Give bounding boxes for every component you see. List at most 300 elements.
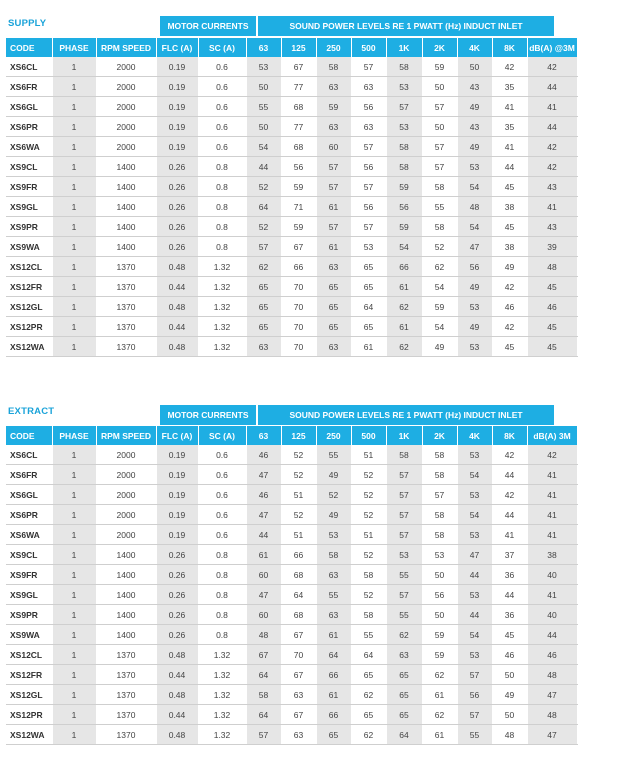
- cell-sc: 0.8: [198, 605, 246, 625]
- cell-125hz: 70: [281, 337, 316, 357]
- cell-rpm-speed: 2000: [96, 117, 156, 137]
- cell-125hz: 56: [281, 157, 316, 177]
- model-code: XS12WA: [6, 725, 52, 745]
- cell-flc: 0.48: [156, 685, 198, 705]
- cell-1khz: 65: [386, 665, 422, 685]
- cell-500hz: 57: [351, 57, 386, 77]
- cell-dba: 43: [527, 217, 577, 237]
- cell-2khz: 59: [422, 297, 457, 317]
- cell-4khz: 53: [457, 445, 492, 465]
- cell-flc: 0.26: [156, 177, 198, 197]
- cell-8khz: 45: [492, 337, 527, 357]
- cell-rpm-speed: 1400: [96, 177, 156, 197]
- cell-2khz: 61: [422, 725, 457, 745]
- cell-flc: 0.48: [156, 645, 198, 665]
- cell-rpm-speed: 1400: [96, 605, 156, 625]
- cell-sc: 0.8: [198, 177, 246, 197]
- cell-125hz: 67: [281, 625, 316, 645]
- cell-rpm-speed: 2000: [96, 445, 156, 465]
- cell-rpm-speed: 1370: [96, 317, 156, 337]
- model-code: XS6PR: [6, 117, 52, 137]
- cell-phase: 1: [52, 725, 96, 745]
- cell-flc: 0.48: [156, 337, 198, 357]
- cell-4khz: 54: [457, 625, 492, 645]
- extract-table: [6, 426, 578, 745]
- cell-dba: 42: [527, 157, 577, 177]
- cell-63hz: 47: [246, 465, 281, 485]
- cell-1khz: 65: [386, 705, 422, 725]
- cell-phase: 1: [52, 565, 96, 585]
- cell-250hz: 65: [316, 297, 351, 317]
- cell-500hz: 58: [351, 605, 386, 625]
- cell-250hz: 63: [316, 605, 351, 625]
- cell-2khz: 56: [422, 585, 457, 605]
- cell-63hz: 61: [246, 545, 281, 565]
- column-header-500hz: 500: [351, 426, 386, 445]
- cell-rpm-speed: 1400: [96, 197, 156, 217]
- cell-dba: 41: [527, 485, 577, 505]
- cell-8khz: 46: [492, 645, 527, 665]
- cell-63hz: 62: [246, 257, 281, 277]
- cell-4khz: 44: [457, 605, 492, 625]
- cell-rpm-speed: 2000: [96, 485, 156, 505]
- cell-250hz: 59: [316, 97, 351, 117]
- cell-125hz: 52: [281, 505, 316, 525]
- cell-8khz: 36: [492, 605, 527, 625]
- cell-phase: 1: [52, 485, 96, 505]
- cell-dba: 39: [527, 237, 577, 257]
- cell-63hz: 53: [246, 57, 281, 77]
- cell-rpm-speed: 2000: [96, 97, 156, 117]
- cell-flc: 0.44: [156, 317, 198, 337]
- cell-4khz: 49: [457, 137, 492, 157]
- cell-250hz: 63: [316, 565, 351, 585]
- cell-125hz: 59: [281, 177, 316, 197]
- cell-flc: 0.44: [156, 705, 198, 725]
- table-row: [6, 297, 577, 317]
- cell-1khz: 53: [386, 117, 422, 137]
- cell-phase: 1: [52, 337, 96, 357]
- table-row: [6, 485, 577, 505]
- cell-dba: 45: [527, 317, 577, 337]
- column-header-dba: dB(A) @3M: [527, 38, 577, 57]
- cell-4khz: 53: [457, 645, 492, 665]
- cell-63hz: 50: [246, 77, 281, 97]
- cell-500hz: 65: [351, 257, 386, 277]
- cell-63hz: 63: [246, 337, 281, 357]
- column-header-4khz: 4K: [457, 426, 492, 445]
- cell-dba: 44: [527, 77, 577, 97]
- cell-250hz: 57: [316, 157, 351, 177]
- cell-2khz: 59: [422, 57, 457, 77]
- model-code: XS9GL: [6, 197, 52, 217]
- cell-4khz: 44: [457, 565, 492, 585]
- cell-8khz: 35: [492, 77, 527, 97]
- cell-sc: 0.8: [198, 217, 246, 237]
- cell-8khz: 45: [492, 177, 527, 197]
- cell-phase: 1: [52, 217, 96, 237]
- cell-dba: 47: [527, 725, 577, 745]
- column-header-1khz: 1K: [386, 38, 422, 57]
- cell-flc: 0.19: [156, 525, 198, 545]
- cell-flc: 0.48: [156, 297, 198, 317]
- cell-rpm-speed: 2000: [96, 525, 156, 545]
- cell-250hz: 61: [316, 625, 351, 645]
- cell-63hz: 58: [246, 685, 281, 705]
- cell-63hz: 44: [246, 157, 281, 177]
- cell-8khz: 42: [492, 277, 527, 297]
- cell-125hz: 51: [281, 525, 316, 545]
- cell-sc: 0.6: [198, 445, 246, 465]
- cell-sc: 1.32: [198, 317, 246, 337]
- model-code: XS12FR: [6, 665, 52, 685]
- model-code: XS9WA: [6, 625, 52, 645]
- cell-250hz: 63: [316, 117, 351, 137]
- model-code: XS6FR: [6, 77, 52, 97]
- cell-rpm-speed: 2000: [96, 57, 156, 77]
- cell-phase: 1: [52, 585, 96, 605]
- cell-rpm-speed: 1370: [96, 277, 156, 297]
- sound-power-header: SOUND POWER LEVELS RE 1 PWATT (Hz) INDUCT INLET: [258, 405, 554, 425]
- cell-63hz: 55: [246, 97, 281, 117]
- cell-rpm-speed: 1400: [96, 237, 156, 257]
- cell-phase: 1: [52, 57, 96, 77]
- cell-phase: 1: [52, 525, 96, 545]
- cell-phase: 1: [52, 605, 96, 625]
- cell-2khz: 57: [422, 157, 457, 177]
- cell-rpm-speed: 1400: [96, 585, 156, 605]
- cell-4khz: 57: [457, 705, 492, 725]
- cell-sc: 0.6: [198, 505, 246, 525]
- model-code: XS6GL: [6, 97, 52, 117]
- cell-phase: 1: [52, 297, 96, 317]
- cell-250hz: 63: [316, 77, 351, 97]
- cell-4khz: 47: [457, 237, 492, 257]
- cell-flc: 0.26: [156, 585, 198, 605]
- model-code: XS9FR: [6, 177, 52, 197]
- cell-8khz: 44: [492, 585, 527, 605]
- cell-phase: 1: [52, 445, 96, 465]
- cell-125hz: 68: [281, 97, 316, 117]
- cell-flc: 0.48: [156, 725, 198, 745]
- cell-250hz: 63: [316, 257, 351, 277]
- cell-125hz: 68: [281, 565, 316, 585]
- cell-500hz: 52: [351, 505, 386, 525]
- cell-8khz: 48: [492, 725, 527, 745]
- cell-rpm-speed: 1370: [96, 257, 156, 277]
- column-header-63hz: 63: [246, 426, 281, 445]
- cell-sc: 0.6: [198, 525, 246, 545]
- table-row: [6, 565, 577, 585]
- model-code: XS12CL: [6, 645, 52, 665]
- model-code: XS6GL: [6, 485, 52, 505]
- cell-rpm-speed: 1370: [96, 297, 156, 317]
- cell-flc: 0.26: [156, 237, 198, 257]
- cell-8khz: 42: [492, 317, 527, 337]
- cell-sc: 0.6: [198, 77, 246, 97]
- table-row: [6, 465, 577, 485]
- cell-rpm-speed: 1370: [96, 725, 156, 745]
- cell-1khz: 58: [386, 157, 422, 177]
- cell-dba: 38: [527, 545, 577, 565]
- cell-dba: 48: [527, 257, 577, 277]
- cell-phase: 1: [52, 705, 96, 725]
- cell-2khz: 59: [422, 625, 457, 645]
- model-code: XS9CL: [6, 157, 52, 177]
- model-code: XS9FR: [6, 565, 52, 585]
- cell-500hz: 53: [351, 237, 386, 257]
- column-header-flc: FLC (A): [156, 38, 198, 57]
- cell-125hz: 77: [281, 77, 316, 97]
- cell-250hz: 65: [316, 725, 351, 745]
- table-row: [6, 217, 577, 237]
- cell-250hz: 61: [316, 685, 351, 705]
- cell-2khz: 50: [422, 565, 457, 585]
- cell-500hz: 55: [351, 625, 386, 645]
- cell-1khz: 57: [386, 525, 422, 545]
- cell-63hz: 46: [246, 485, 281, 505]
- column-header-rpm-speed: RPM SPEED: [96, 38, 156, 57]
- cell-1khz: 57: [386, 505, 422, 525]
- model-code: XS12PR: [6, 317, 52, 337]
- column-header-2khz: 2K: [422, 426, 457, 445]
- column-header-63hz: 63: [246, 38, 281, 57]
- cell-250hz: 53: [316, 525, 351, 545]
- cell-sc: 0.8: [198, 585, 246, 605]
- cell-250hz: 60: [316, 137, 351, 157]
- cell-flc: 0.19: [156, 465, 198, 485]
- cell-sc: 1.32: [198, 705, 246, 725]
- cell-500hz: 61: [351, 337, 386, 357]
- cell-flc: 0.26: [156, 625, 198, 645]
- cell-flc: 0.19: [156, 97, 198, 117]
- cell-sc: 0.8: [198, 545, 246, 565]
- cell-phase: 1: [52, 505, 96, 525]
- table-row: [6, 257, 577, 277]
- cell-dba: 42: [527, 57, 577, 77]
- cell-2khz: 58: [422, 525, 457, 545]
- cell-dba: 41: [527, 97, 577, 117]
- model-code: XS6CL: [6, 445, 52, 465]
- cell-sc: 1.32: [198, 297, 246, 317]
- cell-500hz: 56: [351, 157, 386, 177]
- cell-8khz: 49: [492, 685, 527, 705]
- cell-500hz: 52: [351, 545, 386, 565]
- cell-2khz: 50: [422, 117, 457, 137]
- cell-sc: 1.32: [198, 725, 246, 745]
- cell-8khz: 35: [492, 117, 527, 137]
- cell-dba: 42: [527, 445, 577, 465]
- cell-phase: 1: [52, 117, 96, 137]
- cell-250hz: 57: [316, 217, 351, 237]
- cell-8khz: 38: [492, 197, 527, 217]
- table-row: [6, 585, 577, 605]
- table-row: [6, 97, 577, 117]
- cell-1khz: 53: [386, 77, 422, 97]
- cell-63hz: 64: [246, 665, 281, 685]
- cell-63hz: 65: [246, 297, 281, 317]
- cell-2khz: 57: [422, 485, 457, 505]
- cell-125hz: 67: [281, 57, 316, 77]
- cell-63hz: 50: [246, 117, 281, 137]
- cell-sc: 0.6: [198, 485, 246, 505]
- cell-125hz: 52: [281, 445, 316, 465]
- cell-500hz: 56: [351, 197, 386, 217]
- cell-dba: 41: [527, 197, 577, 217]
- cell-1khz: 56: [386, 197, 422, 217]
- cell-8khz: 41: [492, 525, 527, 545]
- cell-1khz: 62: [386, 625, 422, 645]
- cell-125hz: 67: [281, 665, 316, 685]
- cell-phase: 1: [52, 197, 96, 217]
- cell-sc: 0.8: [198, 625, 246, 645]
- model-code: XS9PR: [6, 217, 52, 237]
- cell-125hz: 63: [281, 685, 316, 705]
- cell-250hz: 66: [316, 665, 351, 685]
- cell-dba: 48: [527, 665, 577, 685]
- cell-63hz: 54: [246, 137, 281, 157]
- table-row: [6, 77, 577, 97]
- cell-63hz: 47: [246, 585, 281, 605]
- cell-125hz: 66: [281, 257, 316, 277]
- cell-8khz: 50: [492, 665, 527, 685]
- cell-8khz: 42: [492, 57, 527, 77]
- column-header-code: CODE: [6, 426, 52, 445]
- cell-sc: 0.6: [198, 117, 246, 137]
- cell-4khz: 53: [457, 157, 492, 177]
- table-row: [6, 197, 577, 217]
- cell-500hz: 56: [351, 97, 386, 117]
- cell-8khz: 38: [492, 237, 527, 257]
- cell-125hz: 67: [281, 705, 316, 725]
- cell-8khz: 45: [492, 217, 527, 237]
- column-header-4khz: 4K: [457, 38, 492, 57]
- cell-phase: 1: [52, 317, 96, 337]
- cell-4khz: 54: [457, 177, 492, 197]
- cell-rpm-speed: 1400: [96, 565, 156, 585]
- cell-2khz: 50: [422, 605, 457, 625]
- cell-dba: 46: [527, 297, 577, 317]
- column-header-dba: dB(A) 3M: [527, 426, 577, 445]
- header-row: [6, 38, 577, 57]
- cell-2khz: 61: [422, 685, 457, 705]
- cell-4khz: 56: [457, 257, 492, 277]
- cell-1khz: 57: [386, 485, 422, 505]
- cell-125hz: 77: [281, 117, 316, 137]
- column-header-phase: PHASE: [52, 426, 96, 445]
- cell-dba: 47: [527, 685, 577, 705]
- cell-flc: 0.48: [156, 257, 198, 277]
- cell-2khz: 58: [422, 465, 457, 485]
- cell-63hz: 57: [246, 725, 281, 745]
- column-header-1khz: 1K: [386, 426, 422, 445]
- cell-500hz: 65: [351, 665, 386, 685]
- cell-500hz: 64: [351, 297, 386, 317]
- cell-500hz: 64: [351, 645, 386, 665]
- cell-4khz: 53: [457, 585, 492, 605]
- model-code: XS6PR: [6, 505, 52, 525]
- extract-title: EXTRACT: [8, 406, 55, 417]
- cell-500hz: 63: [351, 77, 386, 97]
- cell-8khz: 46: [492, 297, 527, 317]
- model-code: XS9PR: [6, 605, 52, 625]
- model-code: XS12CL: [6, 257, 52, 277]
- cell-dba: 44: [527, 117, 577, 137]
- table-row: [6, 445, 577, 465]
- cell-phase: 1: [52, 665, 96, 685]
- cell-500hz: 65: [351, 277, 386, 297]
- cell-500hz: 57: [351, 177, 386, 197]
- cell-125hz: 51: [281, 485, 316, 505]
- cell-4khz: 43: [457, 77, 492, 97]
- column-header-2khz: 2K: [422, 38, 457, 57]
- cell-sc: 0.8: [198, 565, 246, 585]
- table-row: [6, 117, 577, 137]
- cell-500hz: 63: [351, 117, 386, 137]
- cell-250hz: 49: [316, 465, 351, 485]
- cell-250hz: 57: [316, 177, 351, 197]
- column-header-250hz: 250: [316, 38, 351, 57]
- model-code: XS9CL: [6, 545, 52, 565]
- cell-2khz: 50: [422, 77, 457, 97]
- cell-125hz: 70: [281, 317, 316, 337]
- cell-1khz: 61: [386, 277, 422, 297]
- cell-dba: 48: [527, 705, 577, 725]
- model-code: XS12PR: [6, 705, 52, 725]
- motor-currents-header: MOTOR CURRENTS: [160, 16, 256, 36]
- cell-sc: 0.8: [198, 237, 246, 257]
- cell-rpm-speed: 2000: [96, 505, 156, 525]
- cell-4khz: 49: [457, 317, 492, 337]
- table-row: [6, 137, 577, 157]
- cell-250hz: 55: [316, 445, 351, 465]
- cell-phase: 1: [52, 625, 96, 645]
- column-header-125hz: 125: [281, 426, 316, 445]
- cell-2khz: 54: [422, 317, 457, 337]
- table-row: [6, 625, 577, 645]
- cell-phase: 1: [52, 685, 96, 705]
- cell-rpm-speed: 1400: [96, 217, 156, 237]
- cell-sc: 1.32: [198, 685, 246, 705]
- cell-2khz: 58: [422, 217, 457, 237]
- cell-4khz: 49: [457, 277, 492, 297]
- cell-2khz: 57: [422, 137, 457, 157]
- cell-500hz: 65: [351, 317, 386, 337]
- cell-rpm-speed: 2000: [96, 77, 156, 97]
- cell-phase: 1: [52, 77, 96, 97]
- table-row: [6, 525, 577, 545]
- cell-phase: 1: [52, 277, 96, 297]
- cell-63hz: 65: [246, 277, 281, 297]
- cell-phase: 1: [52, 137, 96, 157]
- cell-1khz: 62: [386, 297, 422, 317]
- table-row: [6, 57, 577, 77]
- cell-8khz: 36: [492, 565, 527, 585]
- cell-4khz: 55: [457, 725, 492, 745]
- model-code: XS6CL: [6, 57, 52, 77]
- model-code: XS6WA: [6, 525, 52, 545]
- cell-dba: 45: [527, 337, 577, 357]
- cell-dba: 46: [527, 645, 577, 665]
- cell-125hz: 71: [281, 197, 316, 217]
- cell-dba: 42: [527, 137, 577, 157]
- cell-1khz: 53: [386, 545, 422, 565]
- cell-500hz: 51: [351, 525, 386, 545]
- cell-1khz: 58: [386, 137, 422, 157]
- column-header-rpm-speed: RPM SPEED: [96, 426, 156, 445]
- column-header-8khz: 8K: [492, 38, 527, 57]
- cell-flc: 0.26: [156, 565, 198, 585]
